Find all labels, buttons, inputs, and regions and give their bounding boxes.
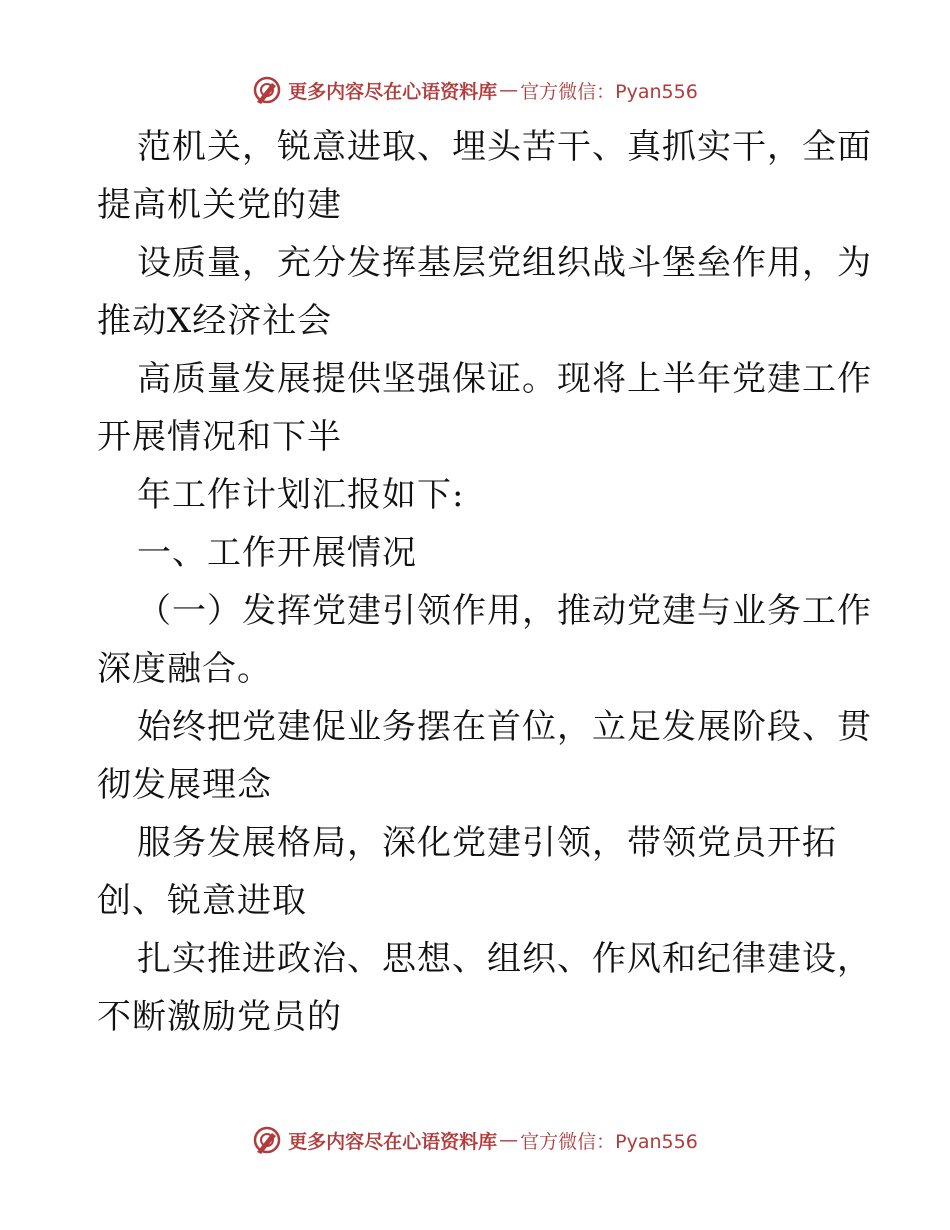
watermark-text: 更多内容尽在心语资料库 <box>288 1130 498 1153</box>
document-body <box>97 118 872 1046</box>
watermark-dash: — <box>499 1129 519 1151</box>
footer-watermark <box>0 1120 950 1160</box>
body-line: 创、锐意进取 <box>97 881 307 921</box>
watermark-wechat: 官方微信：Pyan556 <box>520 1130 698 1153</box>
pen-logo-icon <box>252 1125 282 1155</box>
body-line: 扎实推进政治、思想、组织、作风和纪律建设， <box>137 939 872 979</box>
watermark-text: 更多内容尽在心语资料库 <box>288 80 498 103</box>
pen-logo-icon <box>252 75 282 105</box>
body-line: 不断激励党员的 <box>97 997 342 1037</box>
body-line: 始终把党建促业务摆在首位，立足发展阶段、贯 <box>137 707 872 747</box>
body-line: 开展情况和下半 <box>97 417 342 457</box>
body-line: 提高机关党的建 <box>97 185 342 225</box>
watermark-dash: — <box>499 79 519 101</box>
body-line: 年工作计划汇报如下: <box>137 475 465 515</box>
watermark-wechat: 官方微信：Pyan556 <box>520 80 698 103</box>
body-line: 设质量，充分发挥基层党组织战斗堡垒作用，为 <box>137 243 872 283</box>
body-line: 彻发展理念 <box>97 765 272 805</box>
body-line: 推动X经济社会 <box>97 301 333 341</box>
body-line: 高质量发展提供坚强保证。现将上半年党建工作 <box>137 359 872 399</box>
body-line: 服务发展格局，深化党建引领，带领党员开拓 <box>137 823 837 863</box>
section-heading: 一、工作开展情况 <box>137 533 417 573</box>
header-watermark <box>0 70 950 110</box>
body-line: 范机关，锐意进取、埋头苦干、真抓实干，全面 <box>137 127 872 167</box>
body-line: 深度融合。 <box>97 649 272 689</box>
subsection-heading: （一）发挥党建引领作用，推动党建与业务工作 <box>137 591 872 631</box>
